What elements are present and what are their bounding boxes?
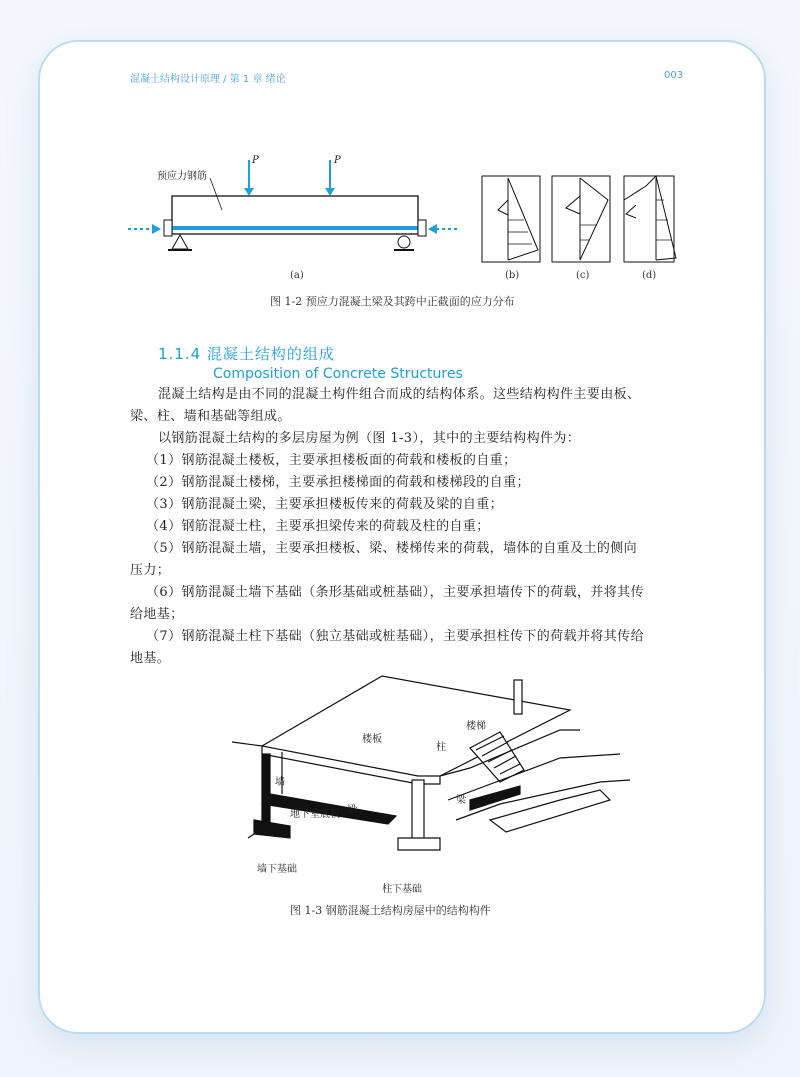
label-beam-1: 梁 [347, 805, 357, 816]
column-footing [398, 838, 440, 850]
section-title: 1.1.4 混凝土结构的组成 [158, 345, 335, 363]
roller-support [398, 236, 410, 248]
label-wall-footing: 墙下基础 [257, 864, 297, 875]
list-item-6-line-2: 给地基； [130, 607, 184, 622]
sublabel-b: (b) [505, 270, 520, 281]
sublabel-a: (a) [290, 270, 304, 281]
label-column-footing: 柱下基础 [382, 884, 422, 895]
list-item-6-line-1: （6）钢筋混凝土墙下基础（条形基础或桩基础），主要承担墙传下的荷载，并将其传 [146, 585, 644, 600]
label-column: 柱 [436, 742, 446, 753]
list-item-1: （1）钢筋混凝土楼板，主要承担楼板面的荷载和楼板的自重； [146, 453, 517, 468]
figure-1-2 [0, 0, 800, 300]
paragraph-1-line-1: 混凝土结构是由不同的混凝土构件组合而成的结构体系。这些结构构件主要由板、 [158, 387, 641, 402]
list-item-7-line-2: 地基。 [130, 651, 171, 666]
paragraph-1-line-2: 梁、柱、墙和基础等组成。 [130, 409, 291, 424]
page-number: 003 [664, 70, 684, 81]
wall-footing [254, 820, 290, 838]
stress-diagram-b [482, 176, 540, 262]
list-item-7-line-1: （7）钢筋混凝土柱下基础（独立基础或桩基础），主要承担柱传下的荷载并将其传给 [146, 629, 644, 644]
list-item-5-line-1: （5）钢筋混凝土墙，主要承担楼板、梁、楼梯传来的荷载，墙体的自重及土的侧向 [146, 541, 638, 556]
stress-diagram-d [624, 176, 676, 262]
load-label-2: P [334, 155, 341, 166]
label-beam-2: 梁 [456, 795, 466, 806]
section-subtitle: Composition of Concrete Structures [213, 366, 463, 382]
column [412, 780, 424, 840]
pin-support [172, 235, 188, 249]
sublabel-d: (d) [642, 270, 657, 281]
anchor-left [164, 220, 172, 236]
list-item-2: （2）钢筋混凝土楼梯，主要承担楼梯面的荷载和楼梯段的自重； [146, 475, 530, 490]
figure-1-3-caption: 图 1-3 钢筋混凝土结构房屋中的结构构件 [290, 904, 491, 917]
running-header: 混凝土结构设计原理 / 第 1 章 绪论 [130, 74, 286, 85]
stress-diagram-c [552, 176, 610, 262]
label-slab: 楼板 [362, 734, 382, 745]
list-item-5-line-2: 压力； [130, 563, 171, 578]
list-item-4: （4）钢筋混凝土柱，主要承担梁传来的荷载及柱的自重； [146, 519, 490, 534]
list-item-3: （3）钢筋混凝土梁，主要承担楼板传来的荷载及梁的自重； [146, 497, 504, 512]
floor-slab [262, 676, 570, 776]
figure-1-2-caption: 图 1-2 预应力混凝土梁及其跨中正截面的应力分布 [270, 295, 515, 308]
figure-1-3 [0, 670, 800, 870]
label-prestress-steel: 预应力钢筋 [157, 171, 207, 182]
sublabel-c: (c) [576, 270, 590, 281]
label-wall: 墙 [275, 777, 285, 788]
load-label-1: P [252, 155, 259, 166]
anchor-right [418, 220, 426, 236]
label-stair: 楼梯 [466, 721, 486, 732]
label-basement-slab: 地下室底板 [290, 809, 340, 820]
paragraph-2: 以钢筋混凝土结构的多层房屋为例（图 1-3），其中的主要结构构件为： [158, 431, 581, 446]
